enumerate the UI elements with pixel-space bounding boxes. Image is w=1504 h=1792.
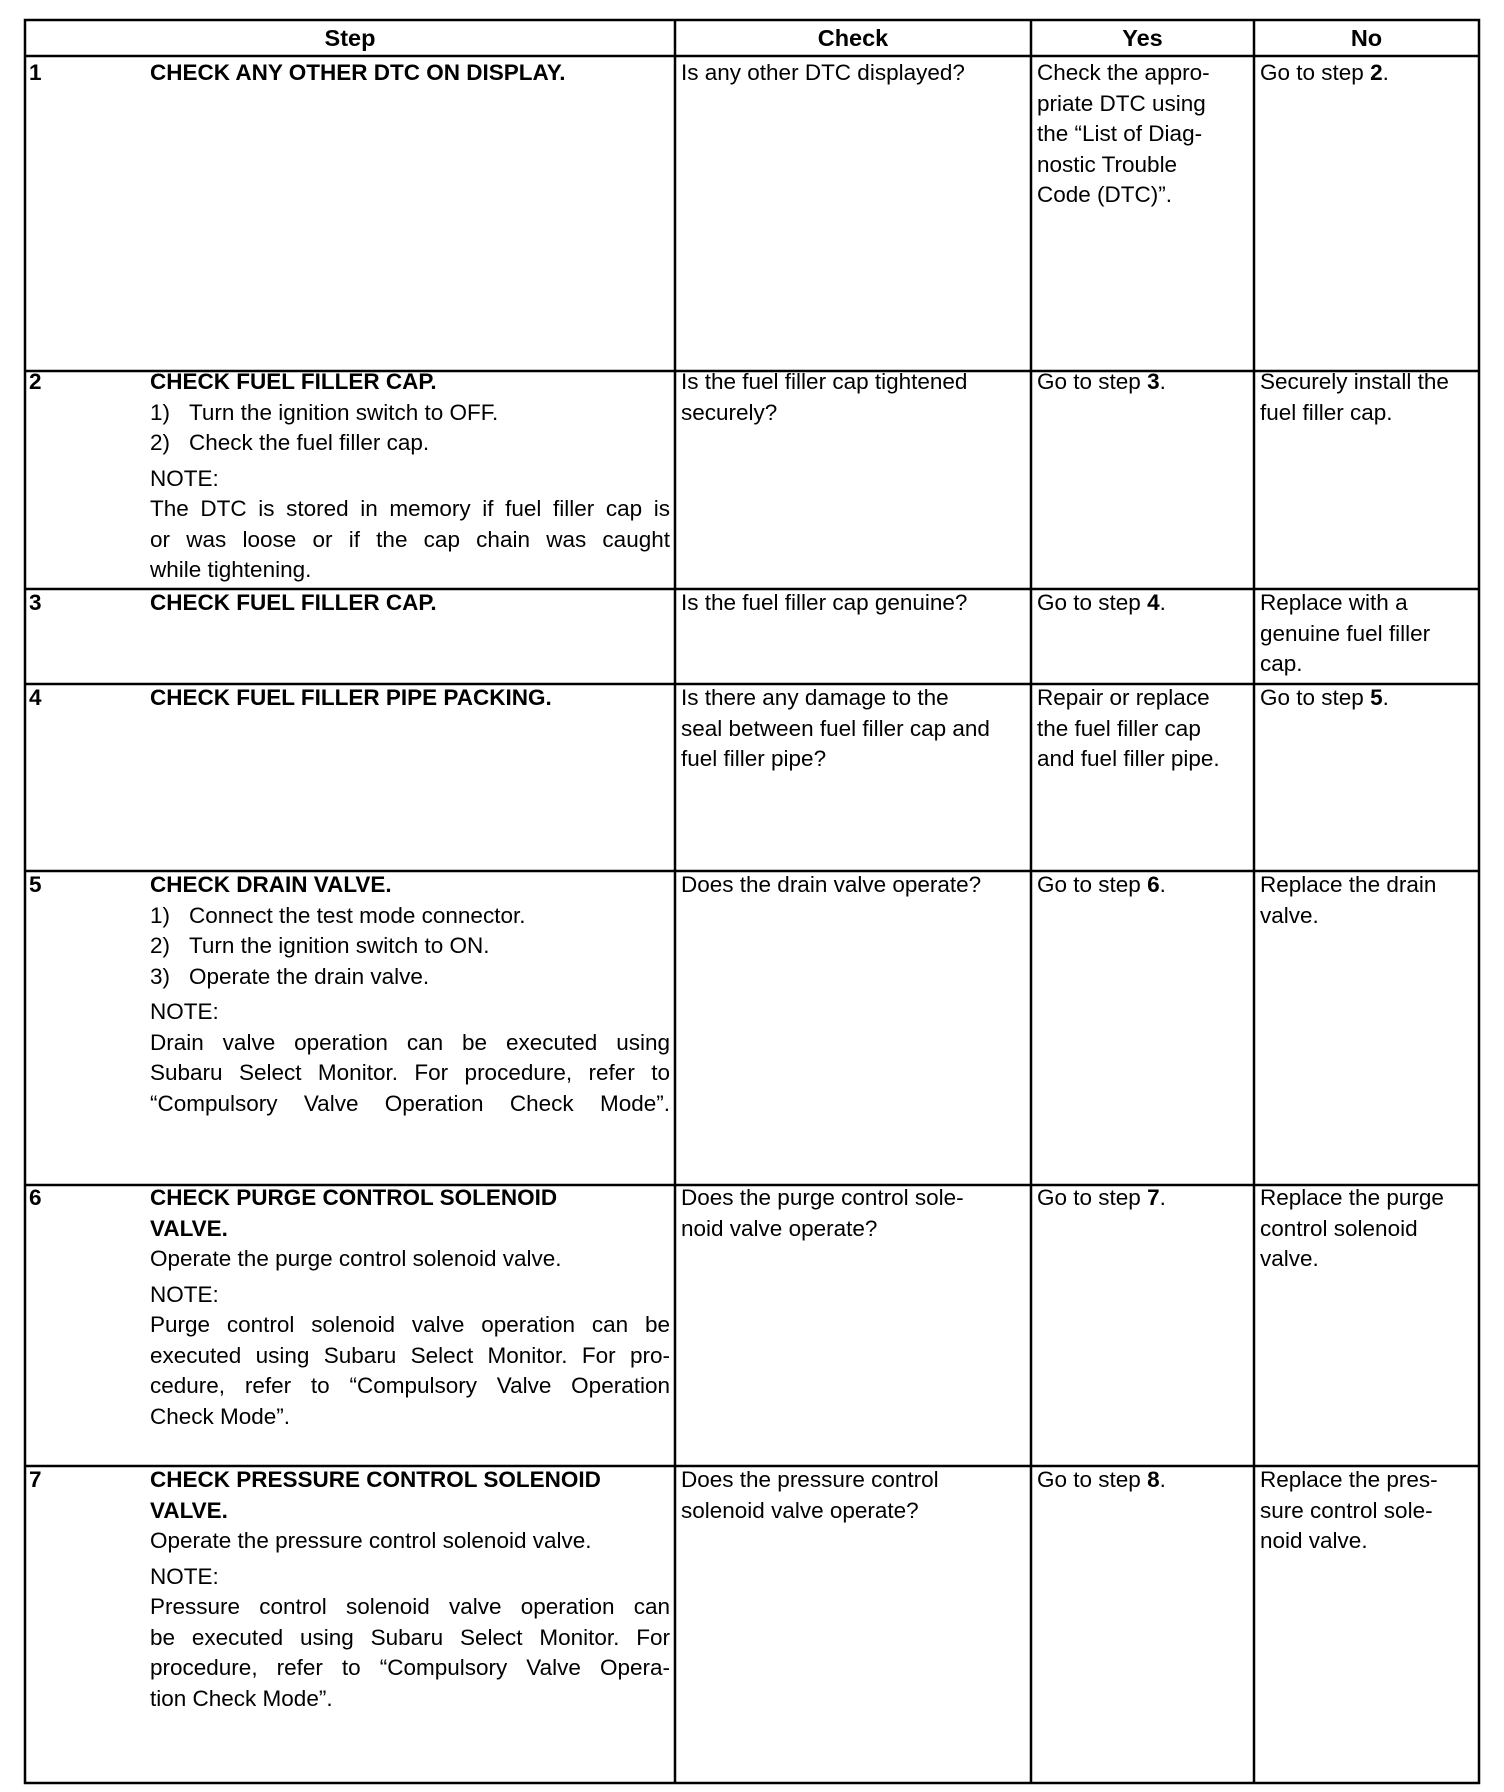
step-title: CHECK FUEL FILLER CAP. [150, 369, 437, 394]
no-line: control solenoid [1260, 1215, 1418, 1241]
check-line: seal between fuel filler cap and [681, 715, 990, 741]
header-check: Check [817, 25, 889, 51]
sub-step-text: Turn the ignition switch to ON. [189, 933, 490, 958]
goto-suffix: . [1382, 60, 1389, 85]
check-line: Does the purge control sole- [681, 1185, 964, 1210]
goto-text: Go to step [1260, 685, 1371, 710]
yes-line: the fuel filler cap [1037, 715, 1201, 741]
note-line: Drain valve operation can be executed using [150, 1029, 670, 1055]
no-action [1260, 588, 1475, 680]
note-line: or was loose or if the cap chain was caught [150, 526, 670, 552]
no-line: genuine fuel filler [1260, 620, 1431, 646]
note-line: be executed using Subaru Select Monitor. For [150, 1624, 670, 1650]
yes-goto [1037, 1183, 1249, 1214]
sub-step [150, 428, 670, 459]
no-line: Replace the pres- [1260, 1467, 1438, 1492]
sub-step-number: 1) [150, 902, 171, 928]
step-description [150, 58, 670, 89]
step-number: 1 [29, 60, 42, 85]
yes-action [1037, 1183, 1249, 1214]
check-line: Does the drain valve operate? [681, 872, 982, 897]
note-line: “Compulsory Valve Operation Check Mode”. [150, 1090, 670, 1116]
yes-goto [1037, 870, 1249, 901]
sub-step-number: 2) [150, 933, 171, 958]
note-line: executed using Subaru Select Monitor. For pro- [150, 1342, 670, 1368]
no-line: Replace the purge [1260, 1185, 1444, 1210]
yes-line: Code (DTC)”. [1037, 182, 1173, 207]
note-line: Subaru Select Monitor. For procedure, refer to [150, 1060, 670, 1085]
step-title: CHECK FUEL FILLER PIPE PACKING. [150, 685, 552, 710]
check-line: Does the pressure control [681, 1467, 939, 1492]
step-number: 4 [29, 685, 42, 710]
step-number: 6 [29, 1185, 42, 1210]
check-line: fuel filler pipe? [681, 746, 827, 771]
header-step: Step [324, 25, 376, 51]
note-label: NOTE: [150, 999, 219, 1024]
step-description [150, 683, 670, 714]
check-question [681, 683, 1026, 775]
step-number: 2 [29, 369, 42, 394]
sub-step [150, 962, 670, 993]
check-line: Is there any damage to the [681, 685, 949, 710]
yes-goto [1037, 1465, 1249, 1496]
goto-step: 7 [1147, 1185, 1160, 1210]
no-line: valve. [1260, 1246, 1319, 1271]
step-title: CHECK ANY OTHER DTC ON DISPLAY. [150, 60, 566, 85]
no-action [1260, 683, 1475, 714]
goto-suffix: . [1159, 590, 1166, 615]
step-title: CHECK FUEL FILLER CAP. [150, 590, 437, 615]
check-question [681, 588, 1026, 619]
no-line: Replace with a [1260, 590, 1408, 615]
note-line: tion Check Mode”. [150, 1685, 333, 1711]
check-line: Is any other DTC displayed? [681, 60, 965, 85]
goto-step: 6 [1147, 872, 1160, 897]
sub-step-text: Operate the drain valve. [189, 963, 430, 989]
note-line: Purge control solenoid valve operation can be [150, 1312, 670, 1337]
step-description [150, 588, 670, 619]
check-question [681, 1465, 1026, 1526]
sub-step-number: 2) [150, 430, 171, 455]
no-goto [1260, 58, 1475, 89]
yes-line: and fuel filler pipe. [1037, 746, 1220, 771]
check-question [681, 367, 1026, 428]
note-line: while tightening. [150, 557, 312, 582]
step-title: CHECK PURGE CONTROL SOLENOID [150, 1185, 558, 1210]
no-line: fuel filler cap. [1260, 399, 1393, 425]
goto-suffix: . [1159, 1467, 1166, 1492]
goto-suffix: . [1159, 1185, 1166, 1210]
note-line: cedure, refer to “Compulsory Valve Operation [150, 1373, 670, 1398]
sub-step-text: Connect the test mode connector. [189, 902, 526, 928]
no-line: sure control sole- [1260, 1497, 1433, 1523]
step-number: 5 [29, 872, 42, 897]
check-question [681, 58, 1026, 89]
sub-step-text: Turn the ignition switch to OFF. [189, 399, 499, 425]
goto-step: 2 [1370, 60, 1383, 85]
yes-action [1037, 870, 1249, 901]
check-line: solenoid valve operate? [681, 1497, 919, 1523]
no-line: valve. [1260, 902, 1319, 928]
goto-text: Go to step [1037, 1185, 1148, 1210]
yes-line: the “List of Diag- [1037, 121, 1203, 146]
goto-suffix: . [1382, 685, 1389, 710]
check-question [681, 1183, 1026, 1244]
sub-step-number: 3) [150, 963, 171, 989]
no-action [1260, 1183, 1475, 1275]
note-line: The DTC is stored in memory if fuel filler cap is [150, 496, 670, 521]
goto-step: 3 [1147, 369, 1160, 394]
note-line: Check Mode”. [150, 1403, 291, 1429]
no-goto [1260, 683, 1475, 714]
check-line: Is the fuel filler cap genuine? [681, 590, 968, 615]
no-action [1260, 1465, 1475, 1557]
yes-line: Check the appro- [1037, 60, 1210, 85]
step-description [150, 870, 670, 1119]
goto-text: Go to step [1260, 60, 1371, 85]
yes-goto [1037, 367, 1249, 398]
yes-action [1037, 367, 1249, 398]
sub-step-number: 1) [150, 399, 171, 425]
sub-step [150, 398, 670, 429]
check-line: Is the fuel filler cap tightened [681, 369, 968, 394]
sub-step [150, 931, 670, 962]
no-action [1260, 870, 1475, 931]
no-line: Securely install the [1260, 369, 1449, 394]
goto-step: 4 [1147, 590, 1160, 615]
step-title: VALVE. [150, 1497, 228, 1523]
step-number: 7 [29, 1467, 42, 1492]
step-description [150, 1183, 670, 1432]
check-line: noid valve operate? [681, 1215, 878, 1241]
yes-action [1037, 588, 1249, 619]
note-label: NOTE: [150, 1563, 219, 1589]
check-question [681, 870, 1026, 901]
yes-line: Repair or replace [1037, 685, 1210, 710]
yes-goto [1037, 588, 1249, 619]
goto-step: 8 [1147, 1467, 1160, 1492]
step-title: VALVE. [150, 1215, 228, 1241]
goto-step: 5 [1370, 685, 1383, 710]
step-title: CHECK PRESSURE CONTROL SOLENOID [150, 1467, 601, 1492]
step-instruction: Operate the purge control solenoid valve. [150, 1246, 562, 1271]
yes-action [1037, 1465, 1249, 1496]
header-no: No [1350, 25, 1383, 51]
yes-line: nostic Trouble [1037, 151, 1178, 177]
no-line: Replace the drain [1260, 872, 1437, 897]
step-title: CHECK DRAIN VALVE. [150, 872, 392, 897]
note-label: NOTE: [150, 465, 219, 491]
note-line: Pressure control solenoid valve operation can [150, 1594, 670, 1619]
yes-line: priate DTC using [1037, 90, 1206, 116]
step-description [150, 367, 670, 586]
step-instruction: Operate the pressure control solenoid valve. [150, 1528, 592, 1553]
goto-text: Go to step [1037, 590, 1148, 615]
note-label: NOTE: [150, 1281, 219, 1307]
sub-step [150, 901, 670, 932]
goto-text: Go to step [1037, 369, 1148, 394]
yes-action [1037, 683, 1249, 775]
no-action [1260, 58, 1475, 89]
header-yes: Yes [1122, 25, 1163, 51]
step-description [150, 1465, 670, 1714]
step-number: 3 [29, 590, 42, 615]
no-line: cap. [1260, 651, 1303, 676]
no-line: noid valve. [1260, 1528, 1368, 1553]
goto-suffix: . [1159, 872, 1166, 897]
check-line: securely? [681, 399, 778, 425]
goto-text: Go to step [1037, 1467, 1148, 1492]
goto-suffix: . [1159, 369, 1166, 394]
goto-text: Go to step [1037, 872, 1148, 897]
no-action [1260, 367, 1475, 428]
sub-step-text: Check the fuel filler cap. [189, 430, 430, 455]
note-line: procedure, refer to “Compulsory Valve Opera- [150, 1655, 670, 1680]
yes-action [1037, 58, 1249, 211]
